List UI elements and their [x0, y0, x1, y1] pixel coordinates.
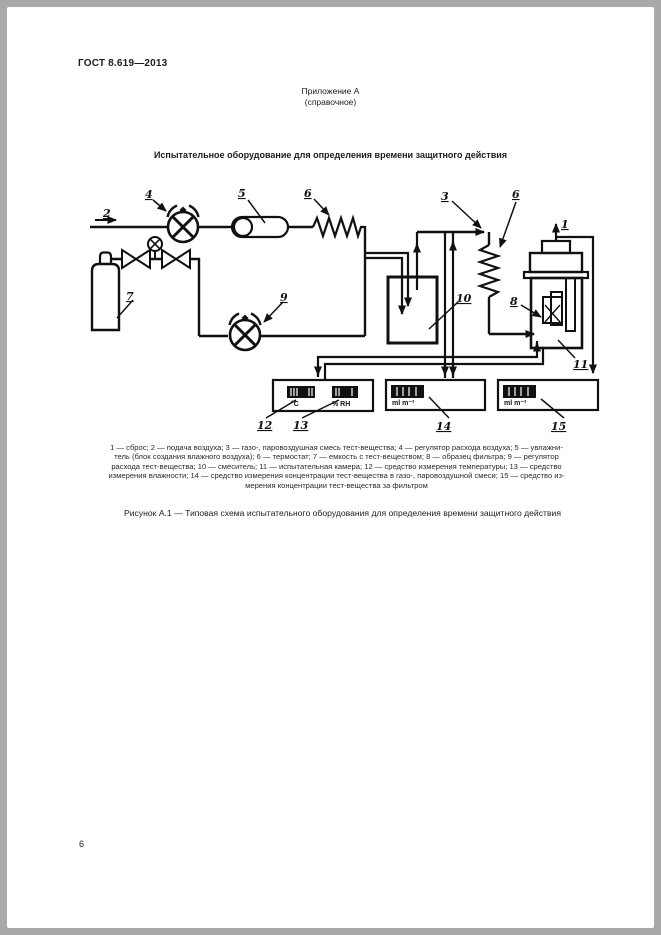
callout-12: 12: [257, 419, 273, 432]
callout-10: 10: [456, 292, 472, 305]
legend-line-4: измерения влажности; 14 — средство измерения концентрации тест-вещества в газо-, паровоздушной смеси; 15 — средство из-: [108, 471, 565, 481]
standard-number: ГОСТ 8.619—2013: [78, 58, 168, 69]
air-flow-regulator: [168, 206, 199, 243]
callout-3: 3: [441, 190, 449, 203]
figure-caption: Рисунок А.1 — Типовая схема испытательного оборудования для определения времени защитного действия: [124, 508, 561, 518]
test-chamber: [524, 241, 588, 348]
callout-5: 5: [238, 187, 246, 200]
legend-line-1: 1 — сброс; 2 — подача воздуха; 3 — газо-, паровоздушная смесь тест-вещества; 4 — регулятор расхода воздуха; 5 — увлажни-: [110, 443, 563, 452]
chamber-inner-tube: [566, 278, 575, 331]
figure-legend: [70, 443, 603, 490]
callout-14: 14: [436, 420, 452, 433]
mixer-vessel: [388, 277, 437, 343]
callout-4: 4: [145, 188, 153, 201]
callout-2: 2: [103, 207, 111, 220]
callout-1: 1: [561, 218, 569, 231]
callout-6-left: 6: [304, 187, 312, 200]
thermostat-coil-horizontal: [313, 218, 365, 236]
callout-11: 11: [573, 358, 589, 371]
legend-line-3: расхода тест-вещества; 10 — смеситель; 11 — испытательная камера; 12 — средство измерения температуры; 13 — средство: [111, 461, 562, 471]
legend-line-2: тель (блок создания влажного воздуха); 6 — термостат; 7 — емкость с тест-веществом; 8 — образец фильтра; 9 — регулятор: [114, 452, 559, 462]
callout-6-right: 6: [512, 188, 520, 201]
test-substance-cylinder: [92, 253, 119, 331]
concentration-display: [503, 385, 536, 398]
appendix-label: Приложение А: [301, 86, 360, 96]
temperature-unit-label: °C: [291, 401, 299, 408]
humidifier: [232, 217, 288, 237]
humidity-unit-label: % RH: [332, 401, 351, 408]
page-number: 6: [79, 839, 85, 849]
thermostat-coil-vertical: [480, 245, 498, 297]
callout-7: 7: [126, 290, 134, 303]
temperature-humidity-meter: [273, 380, 373, 411]
callout-9: 9: [280, 291, 288, 304]
callout-8: 8: [510, 295, 518, 308]
test-substance-flow-regulator: [230, 314, 261, 351]
filter-sample: [543, 292, 562, 325]
concentration-unit-label-before: ml m⁻³: [392, 400, 415, 407]
appendix-type: (справочное): [304, 97, 357, 107]
equipment-diagram: [0, 0, 661, 460]
callout-15: 15: [551, 420, 567, 433]
concentration-display: [391, 385, 424, 398]
legend-line-5: мерения концентрации тест-вещества за фильтром: [245, 480, 428, 490]
concentration-unit-label-after: ml m⁻³: [504, 400, 527, 407]
callout-13: 13: [293, 419, 309, 432]
concentration-meter-before-filter: [386, 380, 485, 410]
section-title: Испытательное оборудование для определения времени защитного действия: [153, 150, 508, 160]
